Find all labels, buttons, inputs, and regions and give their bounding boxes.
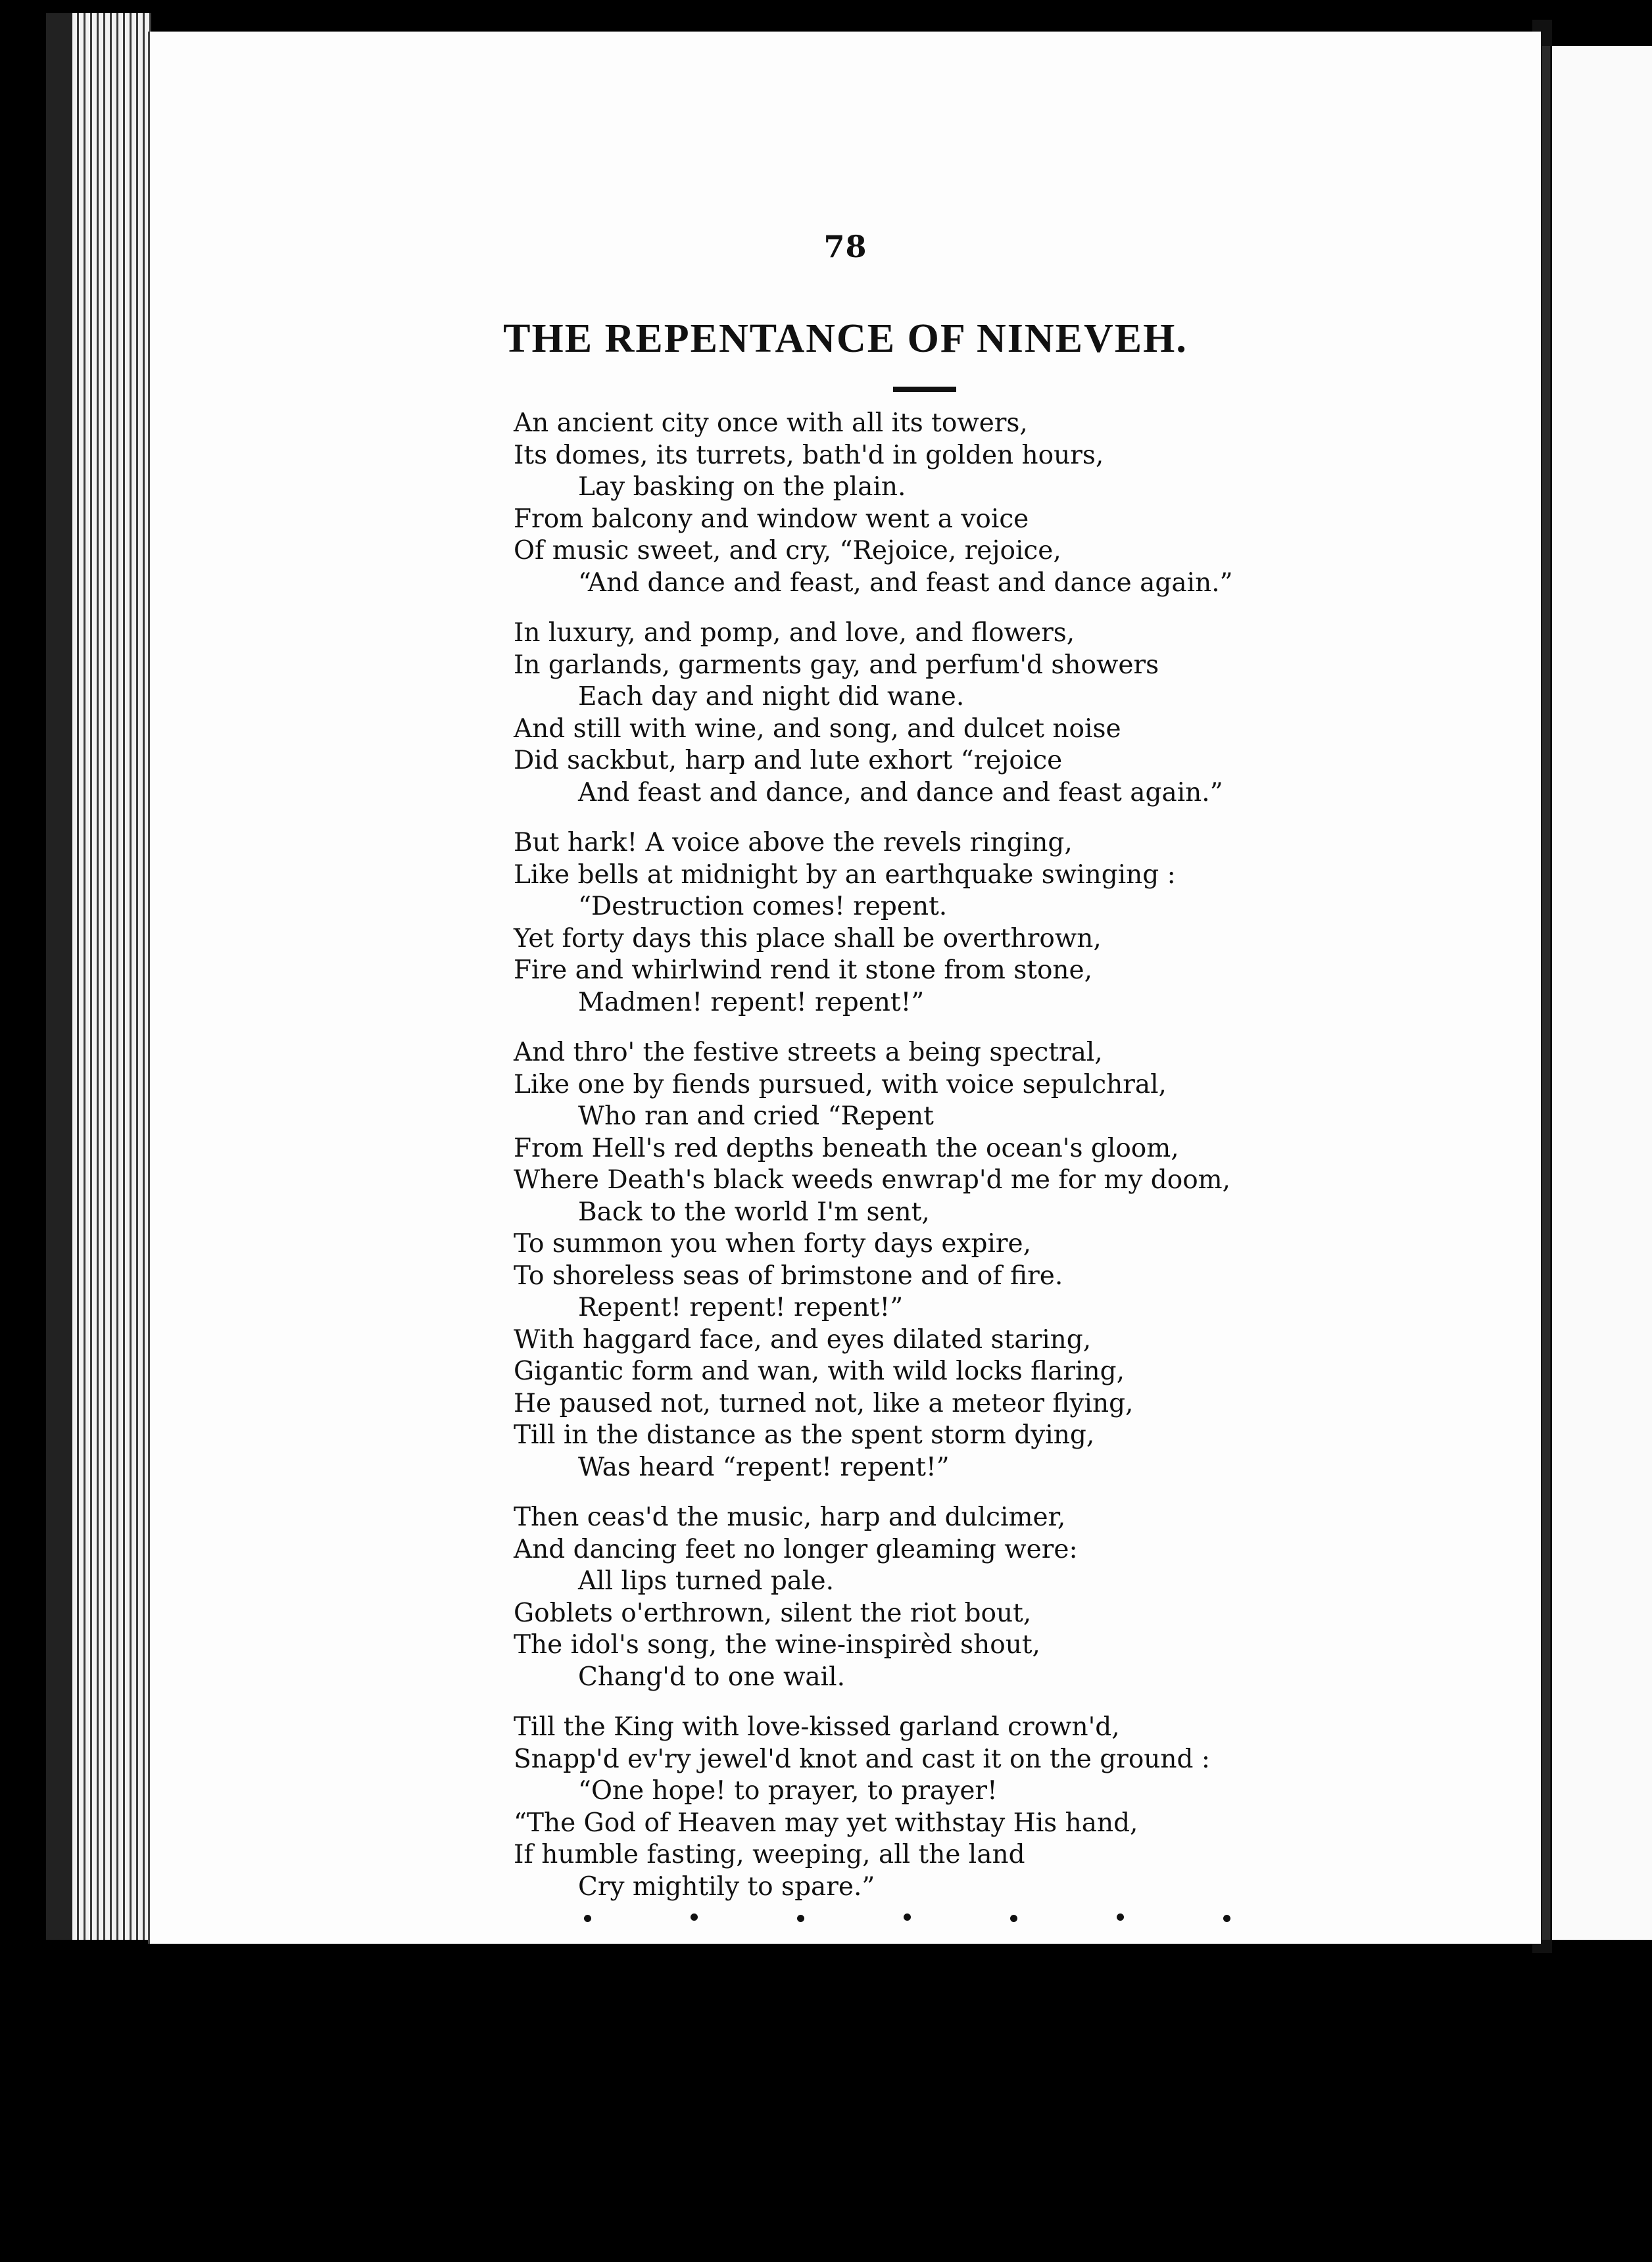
poem-line: Till in the distance as the spent storm dying, (514, 1420, 1095, 1450)
poem-line: Cry mightily to spare.” (578, 1871, 875, 1902)
opposite-page-edge (1542, 46, 1550, 1940)
poem-line: Repent! repent! repent!” (578, 1293, 904, 1322)
ornament-dot (691, 1913, 698, 1921)
poem-line: Was heard “repent! repent!” (578, 1452, 950, 1482)
poem-line: Did sackbut, harp and lute exhort “rejoice (514, 746, 1063, 775)
poem-line: In luxury, and pomp, and love, and flowers, (514, 618, 1075, 648)
poem-line: Back to the world I'm sent, (578, 1197, 930, 1227)
poem-stanza (514, 1502, 1540, 1693)
ornament-dot (1010, 1915, 1017, 1922)
title-divider (893, 387, 956, 392)
poem-line: And thro' the festive streets a being spectral, (514, 1038, 1103, 1067)
ornament-dot (1223, 1915, 1230, 1922)
poem-line: “One hope! to prayer, to prayer! (578, 1776, 998, 1806)
poem-line: Like one by fiends pursued, with voice sepulchral, (514, 1069, 1167, 1099)
poem-line: Till the King with love-kissed garland crown'd, (514, 1712, 1120, 1742)
poem-line: From balcony and window went a voice (514, 504, 1029, 534)
poem-line: And still with wine, and song, and dulcet noise (514, 713, 1121, 744)
poem-line: Madmen! repent! repent!” (578, 987, 925, 1017)
book-page (148, 32, 1541, 1944)
opposite-page (1552, 46, 1652, 1940)
poem-line: And feast and dance, and dance and feast again.” (578, 777, 1223, 807)
poem-line: But hark! A voice above the revels ringing, (514, 828, 1073, 857)
poem-stanza (514, 408, 1540, 599)
poem-line: From Hell's red depths beneath the ocean's gloom, (514, 1133, 1179, 1163)
poem-line: All lips turned pale. (578, 1566, 834, 1596)
poem-body (514, 408, 1540, 1921)
poem-line: If humble fasting, weeping, all the land (514, 1840, 1025, 1869)
poem-line: Snapp'd ev'ry jewel'd knot and cast it on the ground : (514, 1744, 1211, 1774)
ornament-dot (797, 1915, 804, 1922)
poem-line: To summon you when forty days expire, (514, 1229, 1032, 1259)
poem-line: Like bells at midnight by an earthquake swinging : (514, 859, 1176, 890)
poem-stanza (514, 617, 1540, 809)
poem-line: Goblets o'erthrown, silent the riot bout, (514, 1598, 1032, 1628)
poem-stanza (514, 1712, 1540, 1903)
poem-line: Who ran and cried “Repent (578, 1101, 934, 1131)
poem-line: “Destruction comes! repent. (578, 892, 948, 921)
poem-line: Lay basking on the plain. (578, 472, 906, 502)
poem-line: An ancient city once with all its towers, (514, 408, 1028, 438)
poem-line: Then ceas'd the music, harp and dulcimer, (514, 1503, 1066, 1532)
poem-line: Each day and night did wane. (578, 682, 965, 711)
page-number: 78 (823, 229, 867, 264)
poem-stanza (514, 827, 1540, 1019)
ornament-dot (584, 1915, 591, 1922)
poem-line: And dancing feet no longer gleaming were: (514, 1534, 1078, 1564)
poem-line: In garlands, garments gay, and perfum'd showers (514, 650, 1159, 680)
poem-line: The idol's song, the wine-inspirèd shout, (514, 1630, 1040, 1660)
poem-line: Its domes, its turrets, bath'd in golden hours, (514, 440, 1104, 470)
poem-line: Gigantic form and wan, with wild locks flaring, (514, 1357, 1125, 1386)
poem-title: THE REPENTANCE OF NINEVEH. (503, 316, 1188, 361)
poem-line: Of music sweet, and cry, “Rejoice, rejoice, (514, 536, 1061, 566)
poem-line: “The God of Heaven may yet withstay His hand, (514, 1808, 1138, 1838)
poem-line: Chang'd to one wail. (578, 1662, 845, 1692)
ornament-dot (904, 1913, 911, 1921)
closing-ornament (150, 1913, 1541, 1933)
poem-line: With haggard face, and eyes dilated staring, (514, 1324, 1092, 1355)
poem-line: To shoreless seas of brimstone and of fire. (514, 1261, 1063, 1291)
poem-line: He paused not, turned not, like a meteor flying, (514, 1388, 1134, 1418)
poem-line: “And dance and feast, and feast and dance again.” (578, 567, 1233, 598)
poem-line: Where Death's black weeds enwrap'd me for my doom, (514, 1165, 1231, 1195)
ornament-dot (1117, 1913, 1124, 1921)
poem-stanza (514, 1037, 1540, 1483)
book-edge-shadow (46, 13, 72, 1940)
poem-line: Fire and whirlwind rend it stone from stone, (514, 955, 1093, 985)
poem-line: Yet forty days this place shall be overthrown, (514, 923, 1102, 953)
